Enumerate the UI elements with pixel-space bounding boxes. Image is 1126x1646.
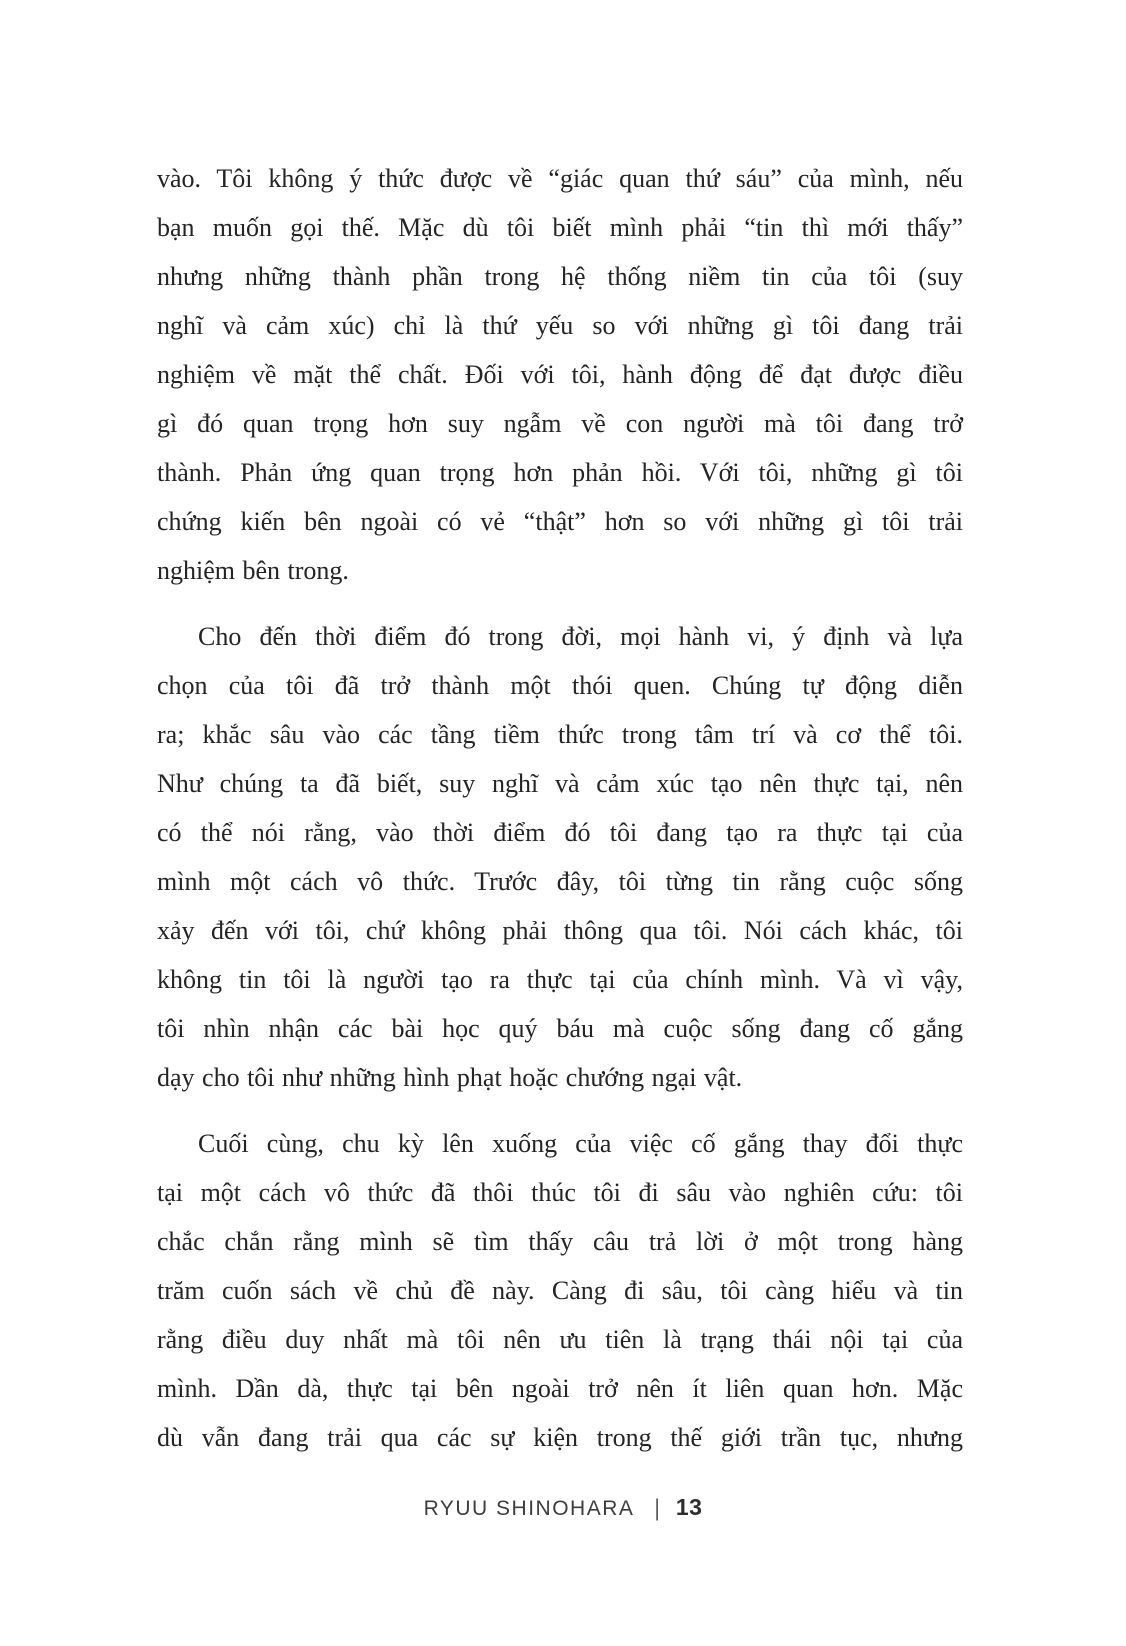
page-footer <box>0 1494 1126 1521</box>
text-line: dù vẫn đang trải qua các sự kiện trong thế giới trần tục, nhưng <box>157 1423 963 1452</box>
text-line: có thể nói rằng, vào thời điểm đó tôi đang tạo ra thực tại của <box>157 818 963 847</box>
text-line: tại một cách vô thức đã thôi thúc tôi đi sâu vào nghiên cứu: tôi <box>157 1178 963 1207</box>
text-line: gì đó quan trọng hơn suy ngẫm về con người mà tôi đang trở <box>157 409 963 438</box>
footer-author: RYUU SHINOHARA <box>423 1497 635 1520</box>
text-line: thành. Phản ứng quan trọng hơn phản hồi. Với tôi, những gì tôi <box>157 458 963 487</box>
text-line: bạn muốn gọi thế. Mặc dù tôi biết mình phải “tin thì mới thấy” <box>157 213 963 242</box>
text-line: nhưng những thành phần trong hệ thống niềm tin của tôi (suy <box>157 262 963 291</box>
text-line: chắc chắn rằng mình sẽ tìm thấy câu trả lời ở một trong hàng <box>157 1227 963 1256</box>
text-line: chọn của tôi đã trở thành một thói quen. Chúng tự động diễn <box>157 671 963 700</box>
paragraph <box>157 154 963 595</box>
text-line: ra; khắc sâu vào các tầng tiềm thức trong tâm trí và cơ thể tôi. <box>157 720 963 749</box>
text-line: nghiệm về mặt thể chất. Đối với tôi, hành động để đạt được điều <box>157 360 963 389</box>
text-line: nghiệm bên trong. <box>157 556 349 585</box>
text-line: mình một cách vô thức. Trước đây, tôi từng tin rằng cuộc sống <box>157 867 963 896</box>
footer-page-number: 13 <box>675 1494 703 1520</box>
text-line: tôi nhìn nhận các bài học quý báu mà cuộc sống đang cố gắng <box>157 1014 963 1043</box>
text-line: chứng kiến bên ngoài có vẻ “thật” hơn so với những gì tôi trải <box>157 507 963 536</box>
paragraph <box>157 1119 963 1462</box>
text-line: trăm cuốn sách về chủ đề này. Càng đi sâu, tôi càng hiểu và tin <box>157 1276 963 1305</box>
text-line: mình. Dần dà, thực tại bên ngoài trở nên ít liên quan hơn. Mặc <box>157 1374 963 1403</box>
text-line: xảy đến với tôi, chứ không phải thông qua tôi. Nói cách khác, tôi <box>157 916 963 945</box>
text-line: vào. Tôi không ý thức được về “giác quan thứ sáu” của mình, nếu <box>157 164 963 193</box>
footer-separator: | <box>654 1495 660 1522</box>
text-block <box>157 154 963 1462</box>
text-line: nghĩ và cảm xúc) chỉ là thứ yếu so với những gì tôi đang trải <box>157 311 963 340</box>
paragraph <box>157 612 963 1102</box>
text-line: Như chúng ta đã biết, suy nghĩ và cảm xúc tạo nên thực tại, nên <box>157 769 963 798</box>
text-line: Cho đến thời điểm đó trong đời, mọi hành vi, ý định và lựa <box>198 622 963 651</box>
text-line: Cuối cùng, chu kỳ lên xuống của việc cố gắng thay đổi thực <box>198 1129 963 1158</box>
text-line: dạy cho tôi như những hình phạt hoặc chướng ngại vật. <box>157 1063 743 1092</box>
text-line: rằng điều duy nhất mà tôi nên ưu tiên là trạng thái nội tại của <box>157 1325 963 1354</box>
text-line: không tin tôi là người tạo ra thực tại của chính mình. Và vì vậy, <box>157 965 963 994</box>
